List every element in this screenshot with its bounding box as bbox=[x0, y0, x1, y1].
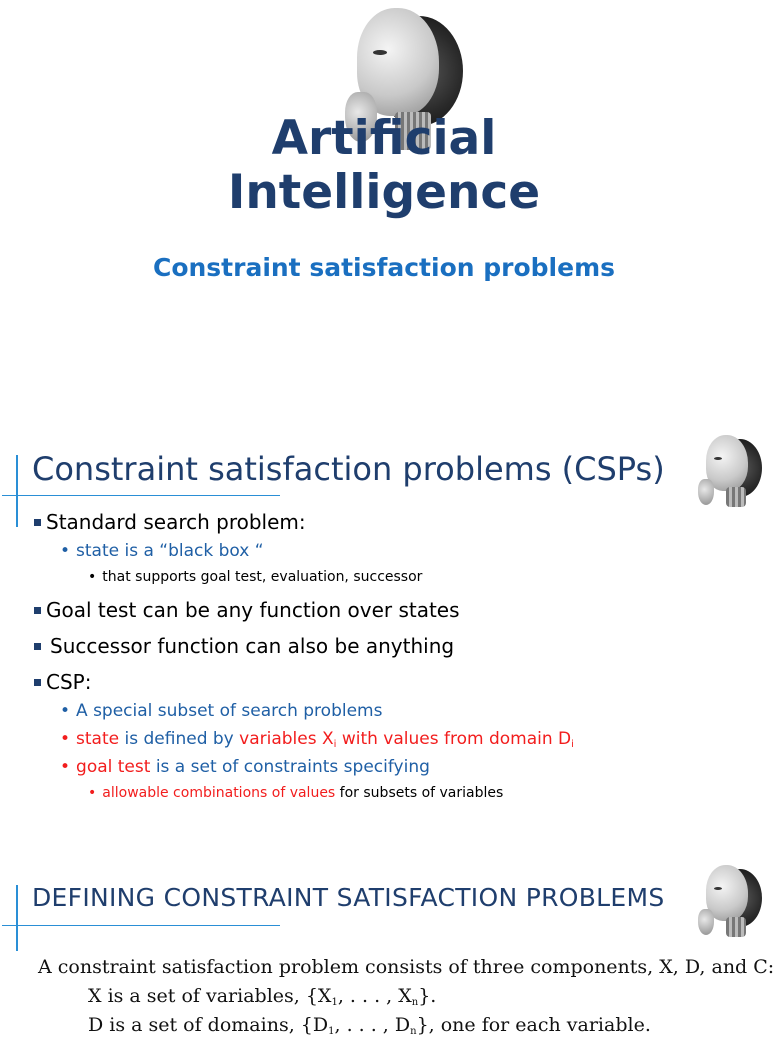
bullet-supports-goal-test: • that supports goal test, evaluation, successor bbox=[88, 569, 423, 585]
bullet-special-subset: • A special subset of search problems bbox=[60, 701, 383, 721]
square-bullet-icon bbox=[34, 607, 41, 614]
accent-vertical-line bbox=[16, 455, 18, 527]
slide-heading: Constraint satisfaction problems (CSPs) bbox=[32, 450, 665, 488]
square-bullet-icon bbox=[34, 519, 41, 526]
slide-subtitle: Constraint satisfaction problems bbox=[152, 253, 616, 282]
square-bullet-icon bbox=[34, 643, 41, 650]
title-line-2: Intelligence bbox=[227, 165, 541, 220]
robot-neck bbox=[726, 487, 746, 507]
dot-bullet-icon: • bbox=[60, 729, 71, 749]
csp-variables-line: X is a set of variables, {$X_1$, . . . , $X_n$}. bbox=[88, 985, 437, 1008]
slide-heading: DEFINING CONSTRAINT SATISFACTION PROBLEMS bbox=[32, 883, 665, 912]
robot-eye bbox=[373, 50, 387, 55]
bullet-successor-function: Successor function can also be anything bbox=[34, 633, 454, 659]
title-slide bbox=[0, 0, 768, 405]
bullet-goal-test-constraints: • goal test is a set of constraints specifying bbox=[60, 757, 430, 777]
robot-hand bbox=[698, 909, 714, 935]
csp-domains-line: D is a set of domains, {$D_1$, . . . , $D_n$}, one for each variable. bbox=[88, 1014, 651, 1037]
robot-hand bbox=[698, 479, 714, 505]
dot-bullet-icon: • bbox=[60, 757, 71, 777]
thinking-robot-image bbox=[690, 865, 762, 939]
dot-bullet-icon: • bbox=[88, 785, 97, 801]
accent-vertical-line bbox=[16, 885, 18, 951]
dot-bullet-icon: • bbox=[60, 701, 71, 721]
bullet-standard-search: Standard search problem: bbox=[34, 509, 306, 535]
bullet-black-box: • state is a “black box “ bbox=[60, 541, 264, 561]
square-bullet-icon bbox=[34, 679, 41, 686]
bullet-state-defined: • state is defined by variables $X_i$ with values from domain $D_i$ bbox=[60, 729, 574, 750]
title-line-1: Artificial bbox=[271, 111, 497, 166]
defining-csp-slide bbox=[0, 835, 774, 1037]
robot-eye bbox=[714, 887, 722, 890]
thinking-robot-image bbox=[690, 435, 762, 509]
csp-definition-line: A constraint satisfaction problem consists of three components, X, D, and C: bbox=[38, 956, 774, 978]
bullet-goal-test: Goal test can be any function over states bbox=[34, 597, 460, 623]
robot-neck bbox=[726, 917, 746, 937]
dot-bullet-icon: • bbox=[88, 569, 97, 585]
robot-eye bbox=[714, 457, 722, 460]
accent-horizontal-line bbox=[2, 495, 280, 496]
bullet-csp: CSP: bbox=[34, 669, 91, 695]
accent-horizontal-line bbox=[2, 925, 280, 926]
bullet-allowable-combinations: • allowable combinations of values for subsets of variables bbox=[88, 785, 504, 801]
dot-bullet-icon: • bbox=[60, 541, 71, 561]
slide-title bbox=[0, 112, 768, 220]
csp-slide bbox=[0, 405, 768, 835]
